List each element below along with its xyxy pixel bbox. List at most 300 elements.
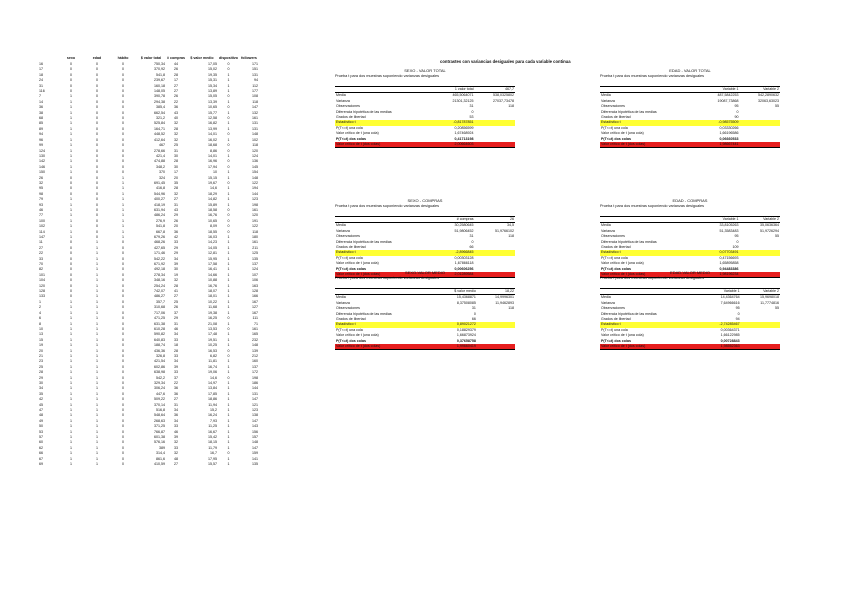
- table-cell: 1: [122, 186, 124, 191]
- table-cell: 1: [70, 159, 72, 164]
- table-cell: 1: [227, 89, 230, 94]
- table-cell: 0: [122, 283, 124, 288]
- table-cell: 544,96: [154, 191, 165, 196]
- table-cell: 124: [39, 148, 45, 153]
- ttest-value-2: [741, 344, 780, 350]
- table-cell: 601,38: [154, 435, 165, 440]
- table-cell: 148: [251, 343, 258, 348]
- table-cell: 6: [39, 316, 41, 321]
- table-cell: 127: [251, 305, 258, 310]
- table-cell: 1: [70, 408, 72, 412]
- table-cell: 1: [227, 386, 230, 391]
- block-title: EDAD - VALOR TOTAL: [669, 68, 711, 73]
- table-cell: 1: [96, 408, 98, 412]
- ttest-value-1: 2,01289584: [434, 272, 475, 278]
- table-cell: 0: [96, 229, 98, 234]
- table-cell: 17,48: [208, 332, 217, 337]
- table-cell: 27: [174, 83, 178, 88]
- ttest-label: Observaciones: [601, 234, 625, 239]
- table-cell: 145: [251, 164, 258, 169]
- table-cell: 26: [174, 94, 178, 99]
- table-cell: 165: [251, 332, 258, 337]
- table-cell: 1: [70, 337, 72, 342]
- table-cell: 412,64: [154, 137, 165, 142]
- block-title: SEXO-VALOR MEDIO: [405, 270, 445, 275]
- ttest-value-1: 0: [473, 311, 476, 316]
- table-cell: 0: [122, 332, 124, 337]
- table-cell: 96: [39, 137, 43, 142]
- table-cell: 0: [96, 116, 98, 121]
- table-cell: 492,18: [154, 267, 165, 272]
- table-cell: 171: [251, 62, 258, 66]
- table-cell: 27: [174, 462, 178, 467]
- table-cell: 0: [122, 326, 124, 331]
- table-cell: 10: [213, 170, 217, 175]
- table-cell: 1: [227, 240, 230, 245]
- table-cell: 10: [39, 326, 43, 331]
- table-cell: 18,15: [208, 440, 217, 445]
- table-cell: 167: [251, 310, 258, 315]
- ttest-value-1: 94: [735, 317, 740, 322]
- table-cell: 1: [96, 343, 98, 348]
- table-cell: 17,58: [208, 262, 217, 267]
- ttest-value-1: 95: [735, 306, 740, 311]
- table-cell: 1: [122, 191, 124, 196]
- table-cell: 1: [70, 132, 72, 137]
- table-cell: 1: [70, 353, 72, 358]
- ttest-value-1: 1,66873924: [456, 333, 476, 338]
- table-cell: 0: [70, 267, 72, 272]
- table-cell: 156: [251, 429, 258, 434]
- ttest-value-1: 1,98196234: [699, 272, 740, 278]
- ttest-header-col1: Variable 1: [699, 87, 740, 93]
- ttest-value-2: 118: [508, 104, 514, 109]
- table-cell: 1: [122, 229, 124, 234]
- table-cell: 95: [39, 186, 43, 191]
- ttest-value-1: -2,8966845: [434, 250, 475, 255]
- table-cell: 0: [122, 164, 124, 169]
- ttest-label: Grados de libertad: [336, 245, 366, 250]
- ttest-table: [335, 288, 515, 350]
- table-cell: 34: [174, 418, 178, 423]
- table-cell: 148,05: [154, 89, 165, 94]
- table-cell: 447,6: [156, 391, 165, 396]
- table-cell: 1: [96, 278, 98, 283]
- table-cell: 1: [96, 402, 98, 407]
- ttest-value-1: 1,67468924: [454, 131, 474, 136]
- table-cell: 138: [251, 413, 258, 418]
- table-cell: 0: [96, 121, 98, 126]
- table-cell: 36: [39, 105, 43, 110]
- table-cell: 1: [227, 245, 230, 250]
- ttest-block: [335, 198, 515, 278]
- table-cell: 0: [96, 62, 98, 66]
- ttest-label: Varianza: [336, 300, 350, 305]
- table-cell: 0: [122, 94, 124, 99]
- table-cell: 0: [96, 137, 98, 142]
- table-cell: 147: [251, 445, 258, 450]
- table-cell: 135: [251, 256, 258, 261]
- table-cell: 1: [122, 218, 124, 223]
- table-cell: 1: [70, 332, 72, 337]
- table-cell: 541,8: [156, 72, 165, 77]
- table-cell: 135: [251, 462, 258, 467]
- table-cell: 19: [39, 343, 43, 348]
- table-cell: 276,9: [156, 218, 165, 223]
- table-cell: 0: [122, 445, 124, 450]
- ttest-block: [600, 68, 780, 148]
- table-cell: 0: [227, 316, 230, 321]
- ttest-header-col2: 26: [475, 217, 516, 223]
- table-cell: 17,85: [208, 391, 217, 396]
- table-cell: 14,66: [208, 272, 217, 277]
- table-cell: 0: [227, 94, 230, 99]
- ttest-value-1: -0,81787851: [434, 120, 475, 125]
- table-cell: 29: [39, 375, 43, 380]
- table-cell: 542,2: [156, 375, 165, 380]
- table-cell: 541,8: [156, 224, 165, 229]
- ttest-value-1: 51,9806452: [454, 228, 474, 233]
- table-cell: 1: [227, 337, 230, 342]
- ttest-label: Estadístico t: [600, 322, 699, 327]
- table-cell: 1: [70, 224, 72, 229]
- table-cell: 18,29: [208, 191, 217, 196]
- block-title: SEXO - COMPRAS: [407, 198, 443, 203]
- table-cell: 186: [251, 380, 258, 385]
- table-cell: 1: [70, 299, 72, 304]
- table-cell: 10,88: [208, 278, 217, 283]
- ttest-label: P(T<=t) dos colas: [601, 338, 631, 343]
- table-cell: 147: [39, 235, 45, 239]
- table-cell: 0: [96, 83, 98, 88]
- table-cell: 1: [70, 137, 72, 142]
- table-cell: 0: [227, 116, 230, 121]
- table-cell: 69: [39, 462, 43, 467]
- table-cell: 631,94: [154, 207, 165, 212]
- table-cell: 26: [174, 218, 178, 223]
- table-cell: 357,7: [156, 299, 165, 304]
- table-cell: 0: [96, 110, 98, 115]
- table-cell: 861,6: [156, 456, 165, 461]
- table-cell: 1: [96, 262, 98, 267]
- table-cell: 49: [39, 418, 43, 423]
- ttest-label: Varianza: [601, 98, 615, 103]
- table-cell: 123: [251, 197, 258, 202]
- table-cell: 122: [251, 180, 258, 185]
- table-cell: 314,4: [156, 451, 165, 456]
- ttest-value-1: 1,65895858: [719, 261, 739, 266]
- table-cell: 114: [39, 229, 45, 234]
- table-cell: 0: [122, 418, 124, 423]
- table-cell: 124: [251, 153, 258, 158]
- table-cell: 1: [96, 435, 98, 440]
- table-cell: 25: [174, 143, 178, 148]
- ttest-value-1: 33,8105263: [719, 223, 739, 228]
- table-cell: 370: [159, 170, 165, 175]
- table-cell: 0: [122, 353, 124, 358]
- table-cell: 22: [174, 99, 178, 104]
- table-cell: 0: [122, 321, 124, 326]
- table-cell: 143: [251, 424, 258, 429]
- ttest-table: [600, 288, 780, 350]
- table-cell: 0: [96, 180, 98, 185]
- ttest-value-1: 0,07703491: [699, 250, 740, 255]
- table-cell: 20: [39, 348, 43, 353]
- table-cell: 18,01: [208, 294, 217, 299]
- table-cell: 60: [39, 440, 43, 445]
- table-cell: 0: [96, 197, 98, 202]
- ttest-label: Estadístico t: [335, 120, 434, 125]
- table-cell: 161: [251, 207, 258, 212]
- ttest-value-2: 14,9996301: [495, 295, 514, 300]
- table-cell: 418,19: [154, 202, 165, 207]
- table-cell: 13,53: [208, 326, 217, 331]
- table-cell: 542,22: [154, 256, 165, 261]
- table-cell: 7: [39, 94, 41, 99]
- table-cell: 38: [39, 110, 43, 115]
- table-cell: 1: [227, 418, 230, 423]
- header-cell: sexo: [66, 56, 76, 61]
- table-cell: 1: [70, 207, 72, 212]
- ttest-label: P(T<=t) dos colas: [601, 266, 631, 271]
- header-cell: hábito: [117, 56, 129, 61]
- table-cell: 161: [251, 116, 258, 121]
- table-cell: 486,27: [154, 294, 165, 299]
- ttest-block: [600, 198, 780, 278]
- table-cell: 93: [39, 202, 43, 207]
- table-cell: 1: [96, 272, 98, 277]
- ttest-value-1: 7,64966616: [720, 300, 740, 305]
- table-cell: 0: [122, 256, 124, 261]
- table-cell: 1: [70, 148, 72, 153]
- table-cell: 17,05: [208, 62, 217, 66]
- table-cell: 161: [251, 240, 258, 245]
- table-cell: 0: [122, 262, 124, 267]
- table-cell: 18,68: [208, 143, 217, 148]
- table-cell: 32: [174, 137, 178, 142]
- table-cell: 36: [174, 229, 178, 234]
- table-cell: 35: [174, 180, 178, 185]
- table-cell: 15,77: [208, 110, 217, 115]
- header-cell: followers: [241, 56, 257, 61]
- ttest-value-2: 11,9462893: [495, 300, 514, 305]
- table-cell: 278,66: [154, 148, 165, 153]
- table-cell: 0: [96, 143, 98, 148]
- table-cell: 0: [227, 348, 230, 353]
- table-cell: 25: [174, 299, 178, 304]
- table-cell: 1: [122, 202, 124, 207]
- table-cell: 1: [122, 224, 124, 229]
- table-cell: 0: [227, 67, 230, 72]
- table-cell: 667,8: [156, 229, 165, 234]
- table-cell: 33: [174, 353, 178, 358]
- ttest-value-2: 34,5: [507, 223, 514, 228]
- table-cell: 0: [122, 462, 124, 467]
- ttest-label: Valor crítico de t (dos colas): [600, 272, 699, 278]
- table-cell: 17,95: [208, 456, 217, 461]
- table-cell: 1: [96, 316, 98, 321]
- ttest-value-1: 1,66122985: [720, 333, 740, 338]
- table-cell: 631,38: [154, 321, 165, 326]
- table-cell: 131: [251, 72, 258, 77]
- ttest-value-1: 0,00728843: [720, 338, 740, 343]
- table-cell: 24: [39, 78, 43, 83]
- table-cell: 120: [39, 283, 45, 288]
- table-cell: 147: [251, 105, 258, 110]
- table-cell: 37: [174, 310, 178, 315]
- table-body: [38, 62, 259, 467]
- ttest-value-1: 2,00664603: [434, 142, 475, 148]
- table-cell: 121: [251, 402, 258, 407]
- table-cell: 1: [70, 121, 72, 126]
- table-cell: 107: [251, 272, 258, 277]
- table-cell: 14,23: [208, 240, 217, 245]
- table-cell: 0: [122, 78, 124, 83]
- table-cell: 0: [96, 164, 98, 169]
- table-cell: 13,84: [208, 386, 217, 391]
- table-cell: 160,18: [154, 83, 165, 88]
- table-cell: 29: [174, 316, 178, 321]
- table-cell: 41: [174, 289, 178, 294]
- ttest-value-1: 1,99660419: [434, 344, 477, 350]
- table-cell: 638,98: [154, 370, 165, 375]
- table-cell: 0: [96, 207, 98, 212]
- table-cell: 0: [70, 78, 72, 83]
- table-cell: 1: [96, 348, 98, 353]
- table-cell: 0: [227, 353, 230, 358]
- table-cell: 31: [174, 148, 178, 153]
- table-cell: 46: [174, 326, 178, 331]
- table-cell: 416,8: [156, 186, 165, 191]
- ttest-label: P(T<=t) una cola: [601, 255, 628, 260]
- table-cell: 18,55: [208, 229, 217, 234]
- table-cell: 1: [96, 240, 98, 245]
- ttest-value-1: 15,4368871: [456, 295, 476, 300]
- table-cell: 1: [96, 283, 98, 288]
- table-cell: 410,59: [154, 462, 165, 467]
- table-cell: 15,31: [208, 78, 217, 83]
- table-cell: 30: [174, 267, 178, 272]
- ttest-header-col2: Variable 2: [741, 289, 780, 295]
- table-cell: 16,96: [208, 159, 217, 164]
- ttest-value-1: 0,94483386: [719, 266, 739, 271]
- table-cell: 14,01: [208, 132, 217, 137]
- table-cell: 1: [227, 402, 230, 407]
- table-cell: 11,25: [208, 424, 217, 429]
- ttest-label: Observaciones: [336, 234, 360, 239]
- table-cell: 0: [96, 213, 98, 218]
- table-cell: 15,2: [210, 408, 217, 412]
- table-cell: 39: [174, 262, 178, 267]
- table-cell: 0: [70, 62, 72, 66]
- table-cell: 194: [251, 186, 258, 191]
- table-cell: 37: [174, 375, 178, 380]
- table-cell: 1: [70, 451, 72, 456]
- ttest-header-col2: Variable 2: [740, 217, 781, 223]
- table-cell: 1: [70, 218, 72, 223]
- table-cell: 32: [174, 121, 178, 126]
- table-cell: 448,52: [154, 132, 165, 137]
- table-cell: 157: [251, 435, 258, 440]
- table-cell: 32: [174, 278, 178, 283]
- ttest-block: [335, 68, 515, 148]
- table-cell: 0: [96, 159, 98, 164]
- table-cell: 0: [122, 72, 124, 77]
- table-cell: 1: [96, 332, 98, 337]
- table-cell: 1: [227, 424, 230, 429]
- table-cell: 11,79: [208, 445, 217, 450]
- table-cell: 1: [227, 99, 230, 104]
- ttest-header-col2: 467,7: [475, 87, 516, 93]
- table-cell: 0: [122, 62, 124, 66]
- table-cell: 294,38: [154, 99, 165, 104]
- table-cell: 0: [70, 72, 72, 77]
- ttest-label: Media: [336, 223, 346, 228]
- table-cell: 329,34: [154, 380, 165, 385]
- table-cell: 0: [122, 148, 124, 153]
- table-cell: 1: [227, 332, 230, 337]
- table-cell: 750,34: [154, 62, 165, 66]
- table-cell: 57: [39, 435, 43, 440]
- table-cell: 1: [96, 353, 98, 358]
- table-cell: 33: [174, 445, 178, 450]
- table-cell: 1: [70, 116, 72, 121]
- table-cell: 77: [39, 213, 43, 218]
- table-cell: 36: [174, 105, 178, 110]
- table-cell: 0: [96, 148, 98, 153]
- table-cell: 48: [174, 456, 178, 461]
- ttest-header-col1: $ valor medio: [434, 289, 477, 295]
- ttest-label: Valor crítico de t (dos colas): [335, 344, 434, 350]
- table-cell: 147: [251, 397, 258, 402]
- table-cell: 1: [96, 337, 98, 342]
- table-cell: 16,76: [208, 213, 217, 218]
- table-cell: 27: [174, 89, 178, 94]
- table-cell: 102: [39, 224, 45, 229]
- table-cell: 1: [227, 267, 230, 272]
- ttest-value-2: 51,9726294: [760, 228, 779, 233]
- table-cell: 0: [70, 180, 72, 185]
- ttest-table: [335, 86, 515, 148]
- table-cell: 118: [252, 143, 258, 148]
- table-cell: 1: [96, 245, 98, 250]
- table-cell: 13,89: [208, 89, 217, 94]
- ttest-value-1: 30,2580645: [454, 223, 474, 228]
- table-cell: 0: [70, 240, 72, 245]
- table-cell: 590,82: [154, 332, 165, 337]
- ttest-label: Estadístico t: [335, 250, 434, 255]
- table-cell: 602,86: [154, 364, 165, 369]
- table-cell: 427,65: [154, 245, 165, 250]
- table-cell: 0: [122, 299, 124, 304]
- table-cell: 0: [70, 175, 72, 180]
- table-cell: 26: [39, 175, 43, 180]
- table-cell: 671,92: [154, 262, 165, 267]
- table-cell: 0: [70, 294, 72, 299]
- table-cell: 30: [174, 164, 178, 169]
- table-cell: 21: [39, 353, 43, 358]
- table-cell: 15,42: [208, 435, 217, 440]
- table-cell: 1: [70, 375, 72, 380]
- table-cell: 1: [70, 202, 72, 207]
- table-cell: 159: [251, 451, 258, 456]
- table-cell: 0: [96, 132, 98, 137]
- table-cell: 0: [227, 207, 230, 212]
- table-cell: 1: [96, 413, 98, 418]
- table-cell: 32: [174, 451, 178, 456]
- table-cell: 33: [174, 240, 178, 245]
- table-cell: 0: [70, 67, 72, 72]
